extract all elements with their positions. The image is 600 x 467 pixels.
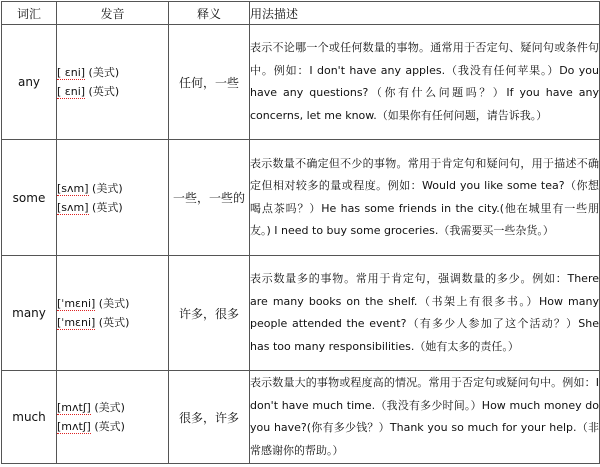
us-pronunciation [57,63,168,82]
header-row [2,2,600,25]
header-usage: 用法描述 [250,2,600,25]
uk-label: (英式) [90,420,125,433]
uk-label: (英式) [95,316,130,329]
header-word: 词汇 [2,2,57,25]
us-pronunciation [57,294,168,313]
word-cell: any [2,25,57,140]
ipa-text: [ ɛni] [57,66,86,79]
ipa-text: [mʌtʃ] [57,401,91,414]
meaning-cell: 任何，一些 [169,25,250,140]
ipa-text: [sʌm] [57,181,89,195]
vocabulary-table [1,1,600,464]
table-row [2,371,600,464]
pronunciation-cell [57,25,169,140]
table-row [2,140,600,256]
uk-label: (英式) [85,85,120,98]
usage-cell: 表示不论哪一个或任何数量的事物。通常用于否定句、疑问句或条件句中。例如：I don't have any apples.（我没有任何苹果。）Do you have any questions?（你有什么问题吗？）If you have any concerns, let me know.（如果你有任何问题，请告诉我。） [250,25,600,140]
uk-pronunciation [57,417,168,436]
us-pronunciation [57,179,168,198]
ipa-text: [mʌtʃ] [57,420,91,433]
ipa-text: [ˈmɛni] [57,297,96,310]
word-cell: much [2,371,57,464]
us-pronunciation [57,398,168,417]
usage-cell: 表示数量不确定但不少的事物。常用于肯定句和疑问句，用于描述不确定但相对较多的量或程度。例如：Would you like some tea?（你想喝点茶吗？）He has some friends in the city.(他在城里有一些朋友。) I need to buy some groceries.（我需要买一些杂货。） [250,140,600,256]
meaning-cell: 一些，一些的 [169,140,250,256]
ipa-text: [ˈmɛni] [57,316,96,329]
table-row [2,25,600,140]
pronunciation-cell [57,140,169,256]
uk-label: (英式) [88,200,123,214]
us-label: (美式) [95,297,130,310]
pronunciation-cell [57,371,169,464]
uk-pronunciation [57,198,168,217]
us-label: (美式) [90,401,125,414]
ipa-text: [sʌm] [57,200,89,214]
us-label: (美式) [88,181,123,195]
uk-pronunciation [57,82,168,101]
uk-pronunciation [57,313,168,332]
header-meaning: 释义 [169,2,250,25]
meaning-cell: 许多，很多 [169,256,250,371]
table-row [2,256,600,371]
header-pronunciation: 发音 [57,2,169,25]
pronunciation-cell [57,256,169,371]
usage-cell: 表示数量多的事物。常用于肯定句，强调数量的多少。例如：There are many books on the shelf.（书架上有很多书。）How many people attended the event?（有多少人参加了这个活动？）She has too many responsibilities.（她有太多的责任。） [250,256,600,371]
word-cell: some [2,140,57,256]
ipa-text: [ ɛni] [57,85,86,98]
word-cell: many [2,256,57,371]
usage-cell: 表示数量大的事物或程度高的情况。常用于否定句或疑问句中。例如：I don't have much time.（我没有多少时间。）How much money do you have?(你有多少钱？）Thank you so much for your help.（非常感谢你的帮助。） [250,371,600,464]
us-label: (美式) [85,66,120,79]
meaning-cell: 很多，许多 [169,371,250,464]
